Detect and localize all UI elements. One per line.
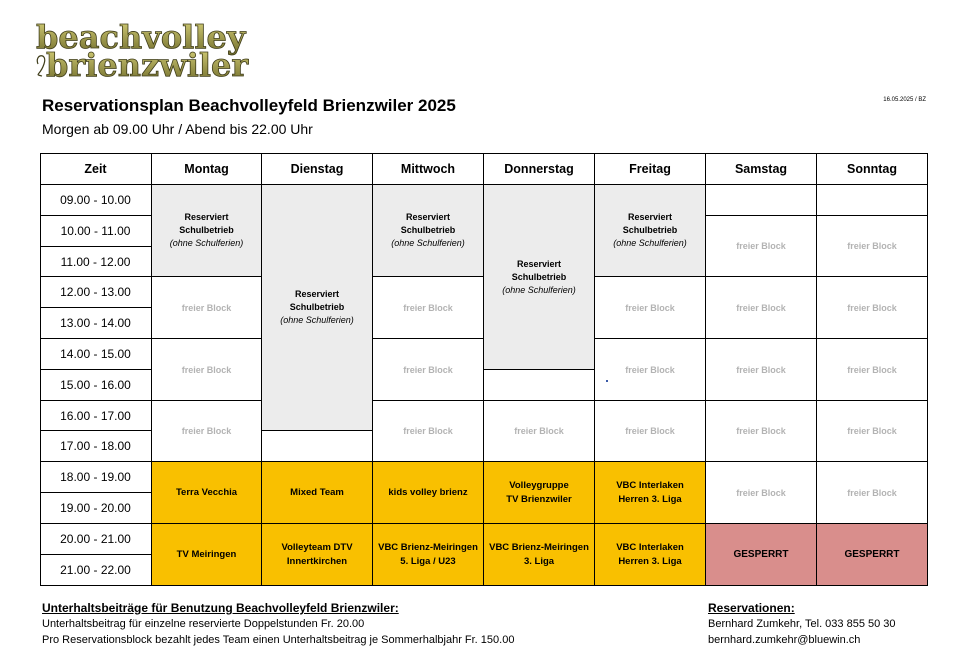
header-dienstag: Dienstag	[262, 153, 373, 185]
time-slot: 10.00 - 11.00	[40, 216, 152, 247]
reserved-note: (ohne Schulferien)	[391, 238, 465, 248]
booking-label: Herren 3. Liga	[618, 555, 682, 567]
logo-line1: beachvolley	[36, 18, 246, 56]
reserved-label: Reserviert	[294, 289, 340, 299]
time-slot: 21.00 - 22.00	[40, 555, 152, 586]
montag-late-booking	[152, 524, 262, 586]
time-slot: 12.00 - 13.00	[40, 277, 152, 308]
reservation-contact	[708, 600, 896, 648]
sonntag-free-block[interactable]: freier Block	[817, 339, 928, 401]
donnerstag-evening-booking	[484, 462, 595, 524]
dienstag-evening-booking	[262, 462, 373, 524]
maintenance-fees	[42, 600, 514, 648]
contact-phone: Bernhard Zumkehr, Tel. 033 855 50 30	[708, 618, 896, 630]
samstag-empty-cell	[706, 185, 817, 216]
samstag-free-block[interactable]: freier Block	[706, 216, 817, 277]
stray-mark	[606, 380, 608, 382]
freitag-evening-booking	[595, 462, 706, 524]
time-slot: 15.00 - 16.00	[40, 370, 152, 401]
donnerstag-empty-cell	[484, 370, 595, 401]
time-slot: 20.00 - 21.00	[40, 524, 152, 555]
montag-free-block[interactable]: freier Block	[152, 277, 262, 339]
samstag-free-block[interactable]: freier Block	[706, 462, 817, 524]
header-samstag: Samstag	[706, 153, 817, 185]
fees-line: Unterhaltsbeitrag für einzelne reservierte Doppelstunden Fr. 20.00	[42, 618, 365, 630]
samstag-free-block[interactable]: freier Block	[706, 401, 817, 462]
montag-evening-booking	[152, 462, 262, 524]
reserved-note: (ohne Schulferien)	[613, 238, 687, 248]
freitag-late-booking	[595, 524, 706, 586]
reserved-note: (ohne Schulferien)	[280, 315, 354, 325]
booking-label: TV Meiringen	[176, 548, 237, 560]
mittwoch-reserved-block	[373, 185, 484, 277]
time-slot: 17.00 - 18.00	[40, 431, 152, 462]
time-slot: 11.00 - 12.00	[40, 247, 152, 277]
booking-label: VBC Interlaken	[616, 479, 684, 491]
dienstag-late-booking	[262, 524, 373, 586]
fees-line: Pro Reservationsblock bezahlt jedes Team einen Unterhaltsbeitrag je Sommerhalbjahr Fr. 150.00	[42, 634, 515, 646]
donnerstag-late-booking	[484, 524, 595, 586]
booking-label: TV Brienzwiler	[506, 493, 572, 505]
mittwoch-late-booking	[373, 524, 484, 586]
reserved-note: (ohne Schulferien)	[169, 238, 244, 248]
booking-label: 3. Liga	[523, 555, 555, 567]
reserved-label: Schulbetrieb	[511, 271, 567, 282]
booking-label: Volleygruppe	[509, 479, 569, 491]
montag-reserved-block	[152, 185, 262, 277]
samstag-blocked: GESPERRT	[706, 524, 817, 586]
booking-label: VBC Interlaken	[616, 541, 684, 553]
time-slot: 09.00 - 10.00	[40, 185, 152, 216]
sonntag-free-block[interactable]: freier Block	[817, 462, 928, 524]
dienstag-reserved-block	[262, 185, 373, 431]
reserved-note: (ohne Schulferien)	[502, 284, 576, 295]
mittwoch-free-block[interactable]: freier Block	[373, 339, 484, 401]
booking-label: 5. Liga / U23	[400, 555, 456, 567]
booking-label: Volleyteam DTV	[281, 541, 353, 553]
page-title: Reservationsplan Beachvolleyfeld Brienzwiler 2025	[42, 96, 456, 115]
booking-label: Mixed Team	[290, 486, 344, 498]
mittwoch-evening-booking	[373, 462, 484, 524]
samstag-free-block[interactable]: freier Block	[706, 339, 817, 401]
freitag-free-block[interactable]: freier Block	[595, 339, 706, 401]
reservation-table	[40, 153, 928, 586]
montag-free-block[interactable]: freier Block	[152, 401, 262, 462]
booking-label: Herren 3. Liga	[618, 493, 682, 505]
sonntag-blocked: GESPERRT	[817, 524, 928, 586]
reserved-label: Schulbetrieb	[622, 225, 678, 235]
reserved-label: Reserviert	[627, 212, 673, 222]
header-freitag: Freitag	[595, 153, 706, 185]
header-donnerstag: Donnerstag	[484, 153, 595, 185]
page-subtitle: Morgen ab 09.00 Uhr / Abend bis 22.00 Uhr	[42, 121, 313, 137]
freitag-free-block[interactable]: freier Block	[595, 277, 706, 339]
montag-free-block[interactable]: freier Block	[152, 339, 262, 401]
booking-label: kids volley brienz	[388, 486, 468, 498]
document-date: 16.05.2025 / BZ	[883, 97, 926, 103]
booking-label: VBC Brienz-Meiringen	[378, 541, 478, 553]
booking-label: Terra Vecchia	[175, 486, 238, 498]
time-slot: 19.00 - 20.00	[40, 493, 152, 524]
header-sonntag: Sonntag	[817, 153, 928, 185]
header-montag: Montag	[152, 153, 262, 185]
sonntag-empty-cell	[817, 185, 928, 216]
freitag-reserved-block	[595, 185, 706, 277]
samstag-free-block[interactable]: freier Block	[706, 277, 817, 339]
reserved-label: Reserviert	[405, 212, 451, 222]
fees-heading: Unterhaltsbeiträge für Benutzung Beachvolleyfeld Brienzwiler:	[42, 601, 399, 615]
booking-label: VBC Brienz-Meiringen	[489, 541, 589, 553]
sonntag-free-block[interactable]: freier Block	[817, 277, 928, 339]
reserved-label: Schulbetrieb	[289, 302, 345, 312]
donnerstag-reserved-block	[484, 185, 595, 370]
reserved-label: Schulbetrieb	[179, 225, 234, 235]
time-slot: 16.00 - 17.00	[40, 401, 152, 431]
contact-heading: Reservationen:	[708, 601, 795, 615]
mittwoch-free-block[interactable]: freier Block	[373, 401, 484, 462]
sonntag-free-block[interactable]: freier Block	[817, 216, 928, 277]
header-mittwoch: Mittwoch	[373, 153, 484, 185]
beachvolley-brienzwiler-logo	[32, 14, 260, 86]
header-zeit: Zeit	[40, 153, 152, 185]
time-slot: 18.00 - 19.00	[40, 462, 152, 493]
reserved-label: Reserviert	[184, 212, 229, 222]
time-slot: 14.00 - 15.00	[40, 339, 152, 370]
mittwoch-free-block[interactable]: freier Block	[373, 277, 484, 339]
donnerstag-free-block[interactable]: freier Block	[484, 401, 595, 462]
contact-email[interactable]: bernhard.zumkehr@bluewin.ch	[708, 634, 861, 646]
dienstag-empty-cell	[262, 431, 373, 462]
sonntag-free-block[interactable]: freier Block	[817, 401, 928, 462]
booking-label: Innertkirchen	[286, 555, 348, 567]
time-slot: 13.00 - 14.00	[40, 308, 152, 339]
reserved-label: Reserviert	[516, 258, 562, 269]
freitag-free-block[interactable]: freier Block	[595, 401, 706, 462]
reserved-label: Schulbetrieb	[400, 225, 456, 235]
logo-line2: brienzwiler	[46, 46, 249, 84]
